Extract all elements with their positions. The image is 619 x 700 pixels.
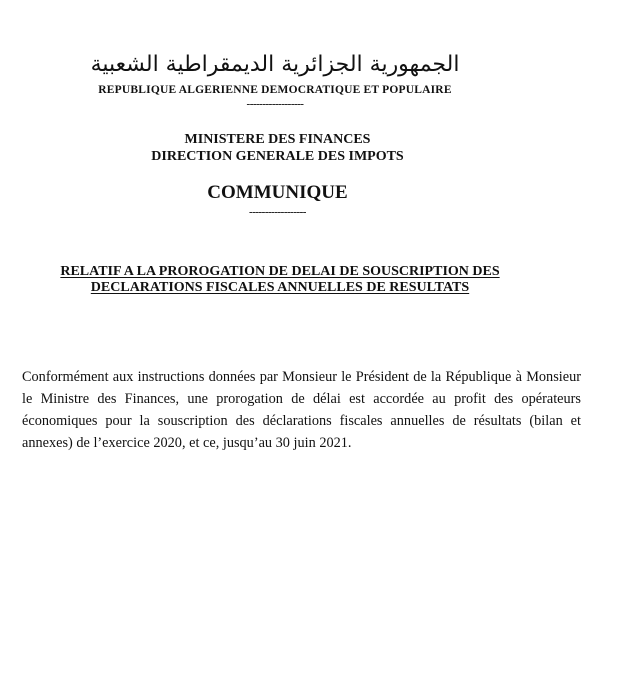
body-paragraph: Conformément aux instructions données par Monsieur le Président de la République à Monsieur le Ministre des Finances, une prorogation de délai est accordée au profit des opérateurs économiques pour la souscription des déclarations fiscales annuelles de résultats (bilan et annexes) de l’exercice 2020, et ce, jusqu’au 30 juin 2021. <box>22 369 581 451</box>
subject-heading <box>20 264 540 296</box>
subject-line-2: DECLARATIONS FISCALES ANNUELLES DE RESULTATS <box>90 280 470 295</box>
header-divider: ------------------ <box>246 98 304 110</box>
arabic-republic-title: الجمهورية الجزائرية الديمقراطية الشعبية <box>90 52 460 77</box>
ministry-name: MINISTERE DES FINANCES <box>184 132 371 147</box>
communique-title: COMMUNIQUE <box>207 182 348 203</box>
direction-name: DIRECTION GENERALE DES IMPOTS <box>151 149 404 164</box>
communique-divider: ------------------ <box>249 206 306 218</box>
subject-line-1: RELATIF A LA PROROGATION DE DELAI DE SOUSCRIPTION DES <box>60 264 500 279</box>
republic-title-fr: REPUBLIQUE ALGERIENNE DEMOCRATIQUE ET POPULAIRE <box>98 84 452 96</box>
